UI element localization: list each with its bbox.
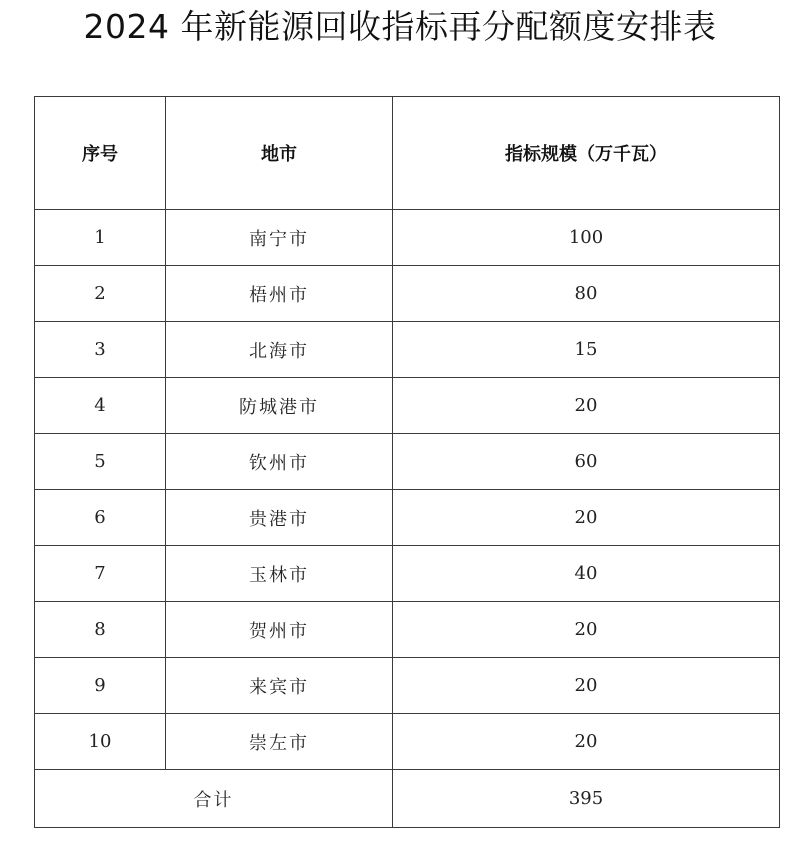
row-quota: 20 xyxy=(393,602,780,658)
quota-table xyxy=(34,96,780,828)
table-row xyxy=(35,714,780,770)
table-row xyxy=(35,322,780,378)
table-row xyxy=(35,210,780,266)
row-quota: 60 xyxy=(393,434,780,490)
row-city: 防城港市 xyxy=(166,378,393,434)
row-quota: 20 xyxy=(393,658,780,714)
row-serial: 1 xyxy=(35,210,166,266)
table-row xyxy=(35,434,780,490)
row-city: 贵港市 xyxy=(166,490,393,546)
row-serial: 5 xyxy=(35,434,166,490)
row-city: 钦州市 xyxy=(166,434,393,490)
row-quota: 100 xyxy=(393,210,780,266)
row-quota: 20 xyxy=(393,714,780,770)
table-row xyxy=(35,266,780,322)
row-city: 来宾市 xyxy=(166,658,393,714)
header-quota: 指标规模（万千瓦） xyxy=(393,97,780,210)
row-serial: 9 xyxy=(35,658,166,714)
page-title: 2024 年新能源回收指标再分配额度安排表 xyxy=(83,7,717,46)
row-quota: 40 xyxy=(393,546,780,602)
table-row xyxy=(35,546,780,602)
table-row xyxy=(35,602,780,658)
row-serial: 4 xyxy=(35,378,166,434)
row-serial: 10 xyxy=(35,714,166,770)
total-label: 合计 xyxy=(35,770,393,828)
row-city: 崇左市 xyxy=(166,714,393,770)
row-city: 梧州市 xyxy=(166,266,393,322)
table-row xyxy=(35,490,780,546)
table-row xyxy=(35,658,780,714)
row-serial: 6 xyxy=(35,490,166,546)
header-city: 地市 xyxy=(166,97,393,210)
row-city: 南宁市 xyxy=(166,210,393,266)
header-serial: 序号 xyxy=(35,97,166,210)
row-quota: 80 xyxy=(393,266,780,322)
row-city: 贺州市 xyxy=(166,602,393,658)
row-serial: 7 xyxy=(35,546,166,602)
row-city: 北海市 xyxy=(166,322,393,378)
row-serial: 2 xyxy=(35,266,166,322)
row-serial: 3 xyxy=(35,322,166,378)
row-city: 玉林市 xyxy=(166,546,393,602)
total-row xyxy=(35,770,780,828)
total-value: 395 xyxy=(393,770,780,828)
table-row xyxy=(35,378,780,434)
row-quota: 20 xyxy=(393,378,780,434)
table-header-row xyxy=(35,97,780,210)
row-quota: 20 xyxy=(393,490,780,546)
row-quota: 15 xyxy=(393,322,780,378)
row-serial: 8 xyxy=(35,602,166,658)
